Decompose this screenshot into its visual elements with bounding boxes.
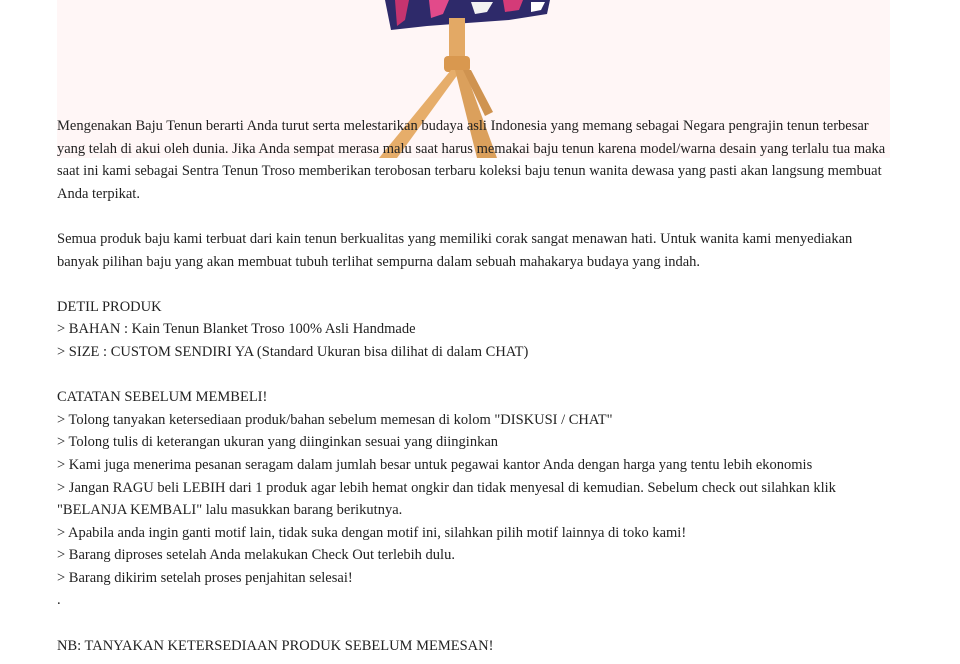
product-description (57, 115, 897, 657)
notes-line: > Tolong tulis di keterangan ukuran yang diinginkan sesuai yang diinginkan (57, 434, 499, 451)
notes-line: > Kami juga menerima pesanan seragam dalam jumlah besar untuk pegawai kantor Anda dengan harga yang tentu lebih ekonomis (57, 456, 813, 473)
notes-line: > Tolong tanyakan ketersediaan produk/bahan sebelum memesan di kolom "DISKUSI / CHAT" (57, 411, 613, 428)
notes-line: > Barang diproses setelah Anda melakukan Check Out terlebih dulu. (57, 547, 455, 564)
description-paragraph-2: Semua produk baju kami terbuat dari kain tenun berkualitas yang memiliki corak sangat menawan hati. Untuk wanita kami menyediakan banyak pilihan baju yang akan membuat tubuh terlihat sempurna dalam sebuah mahakarya budaya yang indah. (57, 230, 853, 270)
footer-note: NB: TANYAKAN KETERSEDIAAN PRODUK SEBELUM MEMESAN! (57, 637, 494, 654)
description-paragraph-1: Mengenakan Baju Tenun berarti Anda turut serta melestarikan budaya asli Indonesia yang memang sebagai Negara pengrajin tenun terbesar yang telah di akui oleh dunia. Jika Anda sempat merasa malu saat harus memakai baju tenun karena model/warna desain yang terlalu tua maka saat ini kami sebagai Sentra Tenun Troso memberikan terobosan terbaru koleksi baju tenun wanita dewasa yang pasti akan langsung membuat Anda terpikat. (57, 118, 886, 202)
notes-line: > Barang dikirim setelah proses penjahitan selesai! (57, 569, 353, 586)
detail-heading: DETIL PRODUK (57, 298, 162, 315)
notes-line: > Apabila anda ingin ganti motif lain, tidak suka dengan motif ini, silahkan pilih motif lainnya di toko kami! (57, 524, 687, 541)
notes-heading: CATATAN SEBELUM MEMBELI! (57, 389, 268, 406)
detail-line-bahan: > BAHAN : Kain Tenun Blanket Troso 100% Asli Handmade (57, 321, 416, 338)
detail-line-size: > SIZE : CUSTOM SENDIRI YA (Standard Ukuran bisa dilihat di dalam CHAT) (57, 343, 529, 360)
notes-dot: . (57, 592, 61, 609)
notes-line: > Jangan RAGU beli LEBIH dari 1 produk agar lebih hemat ongkir dan tidak menyesal di kemudian. Sebelum check out silahkan klik "BELANJA KEMBALI" lalu masukkan barang berikutnya. (57, 479, 836, 519)
